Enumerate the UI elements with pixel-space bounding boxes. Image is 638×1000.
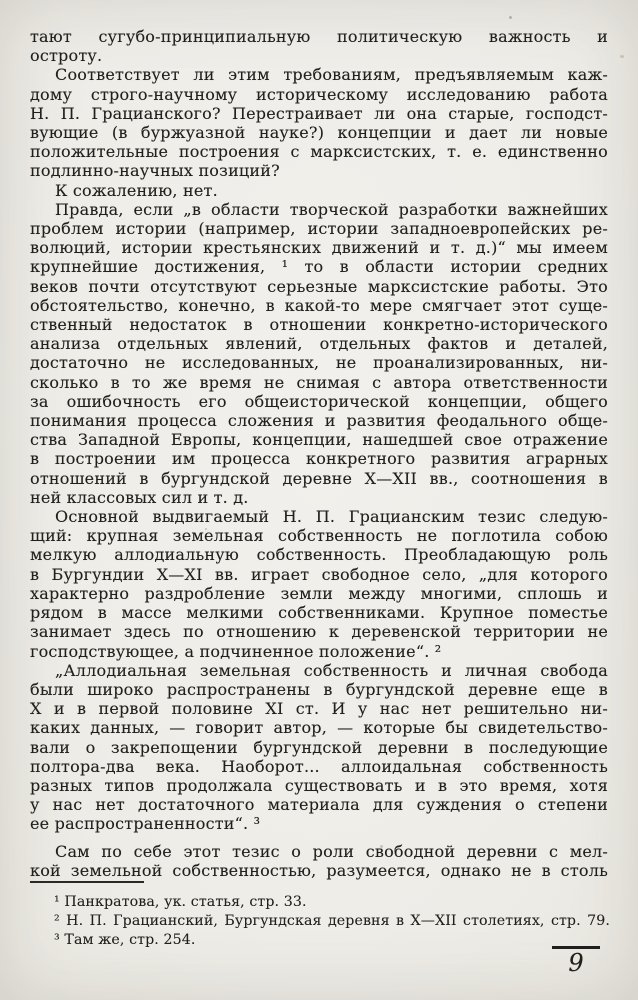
text-line: характерно раздробление земли между многими, сплошь и [30,583,608,603]
text-line: вующие (в буржуазной науке?) концепции и дает ли новые [30,123,608,143]
text-line: остроту. [30,46,103,66]
ink-speck [509,16,512,19]
text-line: полтора-два века. Наоборот... аллоидальная собственность [30,756,608,776]
text-line: X и в первой половине XI ст. И у нас нет решительно ни- [30,699,608,719]
text-line: мелкую аллодиальную собственность. Преобладающую роль [30,545,608,565]
text-line: понимания процесса сложения и развития феодального обще- [30,411,608,431]
text-line: ства Западной Европы, концепции, нашедшей свое отражение [30,430,608,450]
text-line: щий: крупная земельная собственность не поглотила собою [30,526,608,546]
text-line: проблем истории (например, истории западноевропейских ре- [30,219,608,239]
footnote-line: ² Н. П. Грацианский, Бургундская деревня в X—XII столетиях, стр. 79. [54,913,610,929]
text-line: ственный недостаток в отношении конкретно-исторического [30,315,608,335]
ink-speck [620,55,624,58]
text-line: каких данных, — говорит автор, — которые бы свидетельство- [30,718,608,738]
text-line: в построении им процесса конкретного развития аграрных [30,449,608,469]
text-line: подлинно-научных позиций? [30,161,280,181]
text-line: анализа отдельных явлений, отдельных фактов и деталей, [30,334,608,354]
ink-speck [205,528,207,530]
text-line: были широко распространены в бургундской деревне еще в [30,679,608,699]
ink-speck [380,845,383,848]
text-line: в Бургундии X—XI вв. играет свободное село, „для которого [30,564,608,584]
footnote-line: ³ Там же, стр. 254. [54,932,196,948]
text-line: Н. П. Грацианского? Перестраивает ли она старые, господст- [30,103,608,123]
footnotes [30,893,610,950]
page-number: 9 [568,949,584,977]
text-line: Соответствует ли этим требованиям, предъявляемым каж- [55,65,608,85]
text-line: веков почти отсутствуют серьезные марксистские работы. Это [30,276,608,296]
text-line: К сожалению, нет. [55,180,218,200]
text-line: отношений в бургундской деревне X—XII вв., соотношения в [30,468,608,488]
text-line: занимает здесь по отношению к деревенской территории не [30,622,608,642]
text-line: господствующее, а подчиненное положение“. ² [30,641,442,661]
text-line: ней классовых сил и т. д. [30,487,249,507]
text-line: кой земельной собственностью, разумеется, однако не в столь [30,860,608,880]
text-line: рядом в массе мелкими собственниками. Крупное поместье [30,603,608,623]
text-line: тают сугубо-принципиальную политическую важность и [30,27,608,46]
text-line: дому строго-научному историческому исследованию работа [30,84,608,104]
text-line: крупнейшие достижения, ¹ то в области истории средних [30,257,608,277]
footnote-separator [30,881,144,883]
text-line: сколько в то же время не снимая с автора ответственности [30,372,608,392]
text-line: Сам по себе этот тезис о роли свободной деревни с мел- [55,841,608,861]
text-line: за ошибочность его общеисторической концепции, общего [30,391,608,411]
text-line: обстоятельство, конечно, в какой-то мере смягчает этот суще- [30,295,608,315]
text-line: разных типов продолжала существовать и в это время, хотя [30,775,608,795]
text-line: у нас нет достаточного материала для суждения о степени [30,795,608,815]
text-line: достаточно не исследованных, не проанализированных, ни- [30,353,608,373]
text-line: Правда, если „в области творческой разработки важнейших [55,199,608,219]
text-line: положительные построения с марксистских, т. е. единственно [30,142,608,162]
text-line: вали о закрепощении бургундской деревни в последующие [30,737,608,757]
text-line: ее распространенности“. ³ [30,814,261,834]
page-text [30,27,608,880]
footnote-line: ¹ Панкратова, ук. статья, стр. 33. [54,894,307,910]
page-number-block [552,946,600,976]
text-line: волюций, истории крестьянских движений и т. д.)“ мы имеем [30,238,608,258]
text-line: Основной выдвигаемый Н. П. Грацианским тезис следую- [55,507,608,527]
text-line: „Аллодиальная земельная собственность и личная свобода [55,660,608,680]
